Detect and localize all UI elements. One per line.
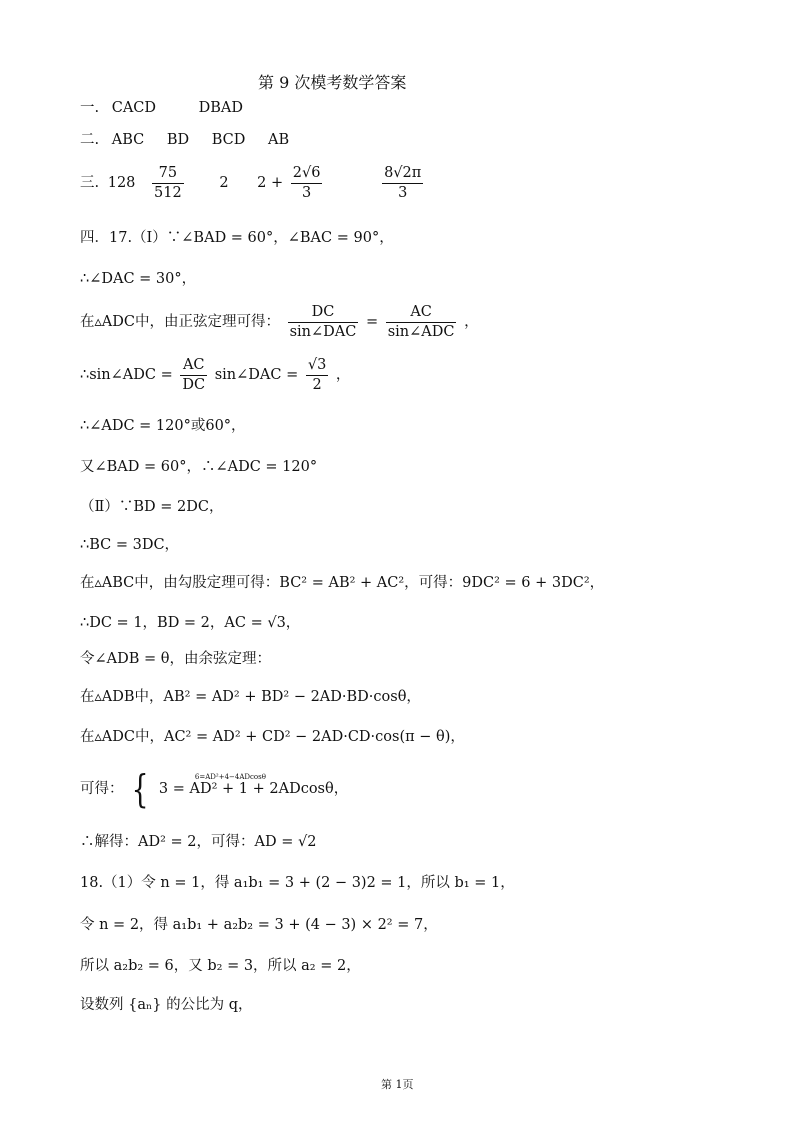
p17-line-6: 又∠BAD = 60°，∴∠ADC = 120°	[80, 459, 318, 475]
section3-ans-4-prefix: 2 +	[257, 175, 284, 191]
p18-line-1: 18.（1）令 n = 1，得 a₁b₁ = 3 + (2 − 3)2 = 1，所以 b₁ = 1，	[80, 875, 515, 891]
fraction-numerator: AC	[386, 305, 457, 323]
p17-line-4	[80, 358, 350, 392]
fraction-ac-over-dc	[180, 358, 207, 392]
section3-label: 三.	[80, 175, 100, 191]
p17-line-14	[80, 767, 349, 811]
p18-line-4: 设数列 {aₙ} 的公比为 q，	[80, 997, 253, 1013]
p17-line-1: 四．17.（Ⅰ）∵∠BAD = 60°，∠BAC = 90°，	[80, 230, 394, 246]
section2-ans-3: BCD	[211, 132, 246, 148]
section2-label: 二.	[80, 132, 100, 148]
equals-sign: =	[365, 314, 379, 330]
fraction-denominator: 3	[301, 184, 312, 201]
p17-line-9: 在▵ABC中，由勾股定理可得：BC² = AB² + AC²，可得：9DC² = 6 + 3DC²，	[80, 575, 605, 591]
p17-line-12: 在▵ADB中，AB² = AD² + BD² − 2AD·BD·cosθ，	[80, 689, 421, 705]
p17-line-7: （Ⅱ）∵BD = 2DC，	[80, 499, 224, 515]
fraction-denominator: 512	[154, 184, 182, 201]
fraction-sqrt3-over-2	[306, 358, 328, 392]
fraction-denominator: DC	[182, 376, 206, 393]
fraction-numerator: 2√6	[291, 166, 323, 184]
p17-line-3-text: 在▵ADC中，由正弦定理可得：	[80, 314, 280, 330]
p17-line-15: ∴解得：AD² = 2，可得：AD = √2	[80, 834, 317, 850]
p18-line-3: 所以 a₂b₂ = 6，又 b₂ = 3，所以 a₂ = 2，	[80, 958, 361, 974]
equation-annotation: 6=AD²+4−4ADcosθ	[194, 772, 266, 781]
section3-ans-4	[291, 166, 323, 200]
fraction-numerator: 8√2π	[382, 166, 423, 184]
section1-label: 一.	[80, 100, 100, 116]
fraction-numerator: AC	[180, 358, 207, 376]
punctuation: ，	[464, 314, 479, 330]
fraction-denominator: 2	[312, 376, 322, 393]
section2-ans-1: ABC	[111, 132, 145, 148]
left-brace-icon: {	[131, 767, 149, 811]
section3-ans-2	[152, 166, 184, 200]
fraction-denominator: 3	[398, 184, 408, 201]
section3-answers	[80, 166, 426, 200]
fraction-numerator: 75	[152, 166, 184, 184]
p17-line-10: ∴DC = 1，BD = 2，AC = √3，	[80, 615, 301, 631]
section3-ans-1: 128	[107, 175, 136, 191]
fraction-dc-over-sin-dac	[288, 305, 359, 339]
punctuation: ，	[335, 367, 351, 383]
p17-line-2: ∴∠DAC = 30°，	[80, 271, 197, 287]
p18-line-2: 令 n = 2，得 a₁b₁ + a₂b₂ = 3 + (4 − 3) × 2² = 7，	[80, 917, 438, 933]
page-title: 第 9 次模考数学答案	[258, 73, 407, 92]
p17-line-8: ∴BC = 3DC，	[80, 537, 180, 553]
p17-line-4-text: ∴sin∠ADC =	[80, 367, 173, 383]
section1-answers	[80, 101, 243, 116]
section1-ans2: DBAD	[198, 100, 244, 116]
p17-line-14-text: 可得：	[80, 780, 124, 797]
fraction-numerator: DC	[288, 305, 359, 323]
equation: 3 = AD² + 1 + 2ADcosθ，	[158, 780, 349, 797]
fraction-ac-over-sin-adc	[386, 305, 457, 339]
section2-ans-2: BD	[166, 132, 190, 148]
p17-line-4-mid: sin∠DAC =	[214, 367, 299, 383]
page-number: 第 1页	[381, 1078, 414, 1091]
fraction-numerator: √3	[306, 358, 328, 376]
section2-ans-4: AB	[267, 132, 290, 148]
fraction-denominator: sin∠ADC	[387, 323, 455, 340]
p17-line-11: 令∠ADB = θ，由余弦定理：	[80, 651, 271, 667]
p17-line-13: 在▵ADC中，AC² = AD² + CD² − 2AD·CD·cos(π − θ)，	[80, 729, 465, 745]
section2-answers	[80, 133, 289, 148]
p17-line-5: ∴∠ADC = 120°或60°，	[80, 418, 246, 434]
section3-ans-3: 2	[219, 175, 229, 191]
equation-system	[158, 772, 349, 797]
p17-line-3	[80, 305, 479, 339]
section3-ans-5	[382, 166, 423, 200]
fraction-denominator: sin∠DAC	[289, 323, 357, 340]
section1-ans1: CACD	[111, 100, 157, 116]
